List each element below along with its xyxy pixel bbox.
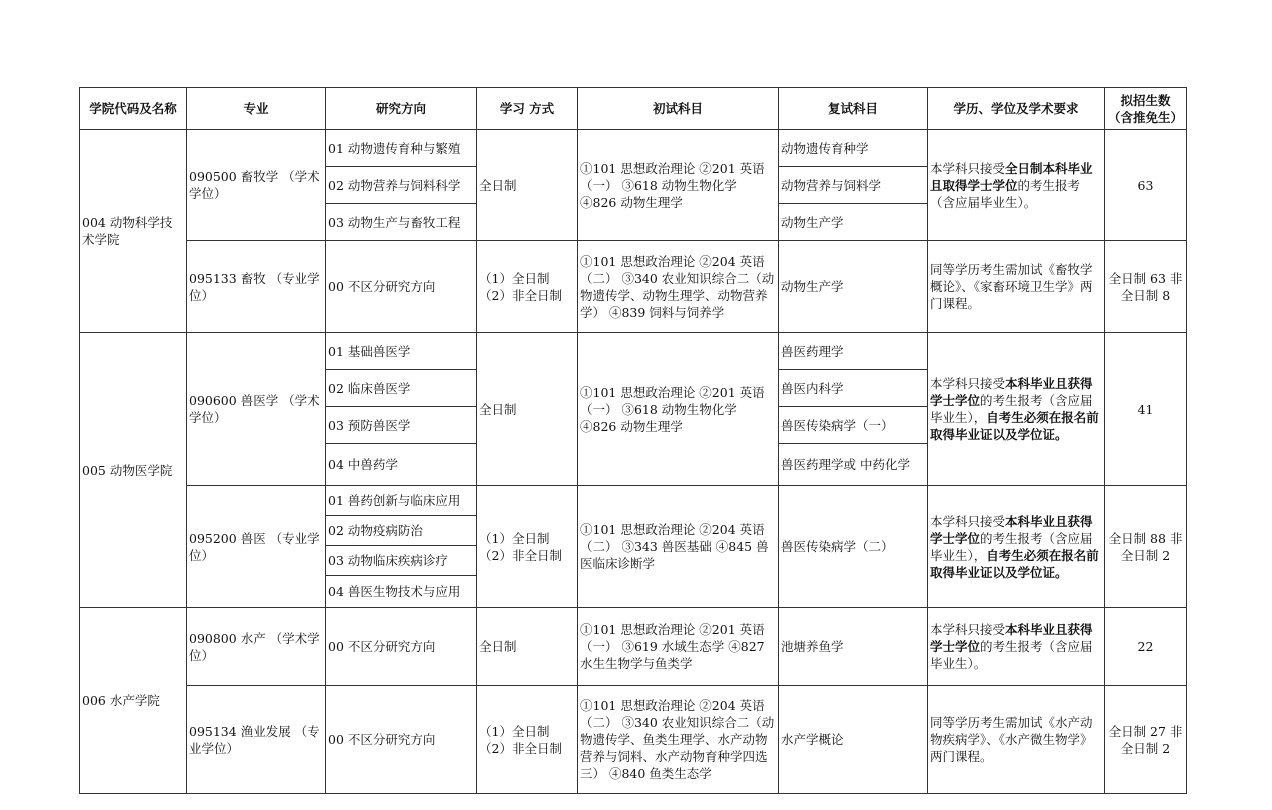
table-row: [80, 333, 1187, 370]
major-name: 095200 兽医 （专业学位）: [187, 486, 326, 608]
retest-subject: 兽医传染病学（一）: [779, 407, 928, 444]
header-retest: 复试科目: [779, 88, 928, 130]
direction-item: 02 动物疫病防治: [326, 516, 477, 546]
header-initial-exam: 初试科目: [578, 88, 779, 130]
direction-item: 02 临床兽医学: [326, 370, 477, 407]
retest-subject: 池塘养鱼学: [779, 608, 928, 686]
college-name: 004 动物科学技术学院: [80, 130, 187, 333]
direction-item: 03 动物临床疾病诊疗: [326, 546, 477, 576]
direction-item: 01 动物遗传育种与繁殖: [326, 130, 477, 167]
admissions-table: [79, 87, 1187, 794]
major-name: 095133 畜牧 （专业学位）: [187, 241, 326, 333]
study-mode: 全日制: [477, 608, 578, 686]
direction-item: 02 动物营养与饲料科学: [326, 167, 477, 204]
header-quota: 拟招生数 （含推免生）: [1105, 88, 1187, 130]
quota: 41: [1105, 333, 1187, 486]
requirements: 同等学历考生需加试《水产动物疾病学》、《水产微生物学》两门课程。: [928, 686, 1105, 794]
header-mode: 学习 方式: [477, 88, 578, 130]
direction-item: 04 中兽药学: [326, 444, 477, 486]
college-name: 006 水产学院: [80, 608, 187, 794]
table-row: [80, 686, 1187, 794]
retest-subject: 动物遗传育种学: [779, 130, 928, 167]
initial-exam: ①101 思想政治理论 ②201 英语（一） ③618 动物生物化学 ④826 动物生理学: [578, 130, 779, 241]
initial-exam: ①101 思想政治理论 ②204 英语（二） ③343 兽医基础 ④845 兽医临床诊断学: [578, 486, 779, 608]
study-mode: 全日制: [477, 333, 578, 486]
major-name: 090800 水产 （学术学位）: [187, 608, 326, 686]
initial-exam: ①101 思想政治理论 ②201 英语（一） ③619 水域生态学 ④827 水生生物学与鱼类学: [578, 608, 779, 686]
requirements: 本学科只接受本科毕业且获得学士学位的考生报考（含应届毕业生），自考生必须在报名前取得毕业证以及学位证。: [928, 486, 1105, 608]
requirements: 本学科只接受全日制本科毕业且取得学士学位的考生报考（含应届毕业生）。: [928, 130, 1105, 241]
retest-subject: 动物生产学: [779, 241, 928, 333]
table-row: [80, 241, 1187, 333]
direction-item: 03 预防兽医学: [326, 407, 477, 444]
quota: 全日制 88 非全日制 2: [1105, 486, 1187, 608]
quota: 全日制 27 非全日制 2: [1105, 686, 1187, 794]
header-college: 学院代码及名称: [80, 88, 187, 130]
major-name: 090500 畜牧学 （学术学位）: [187, 130, 326, 241]
direction-item: 00 不区分研究方向: [326, 241, 477, 333]
retest-subject: 动物生产学: [779, 204, 928, 241]
header-direction: 研究方向: [326, 88, 477, 130]
direction-item: 01 基础兽医学: [326, 333, 477, 370]
direction-item: 04 兽医生物技术与应用: [326, 576, 477, 608]
header-requirements: 学历、学位及学术要求: [928, 88, 1105, 130]
study-mode: （1）全日制 （2）非全日制: [477, 686, 578, 794]
quota: 22: [1105, 608, 1187, 686]
initial-exam: ①101 思想政治理论 ②204 英语（二） ③340 农业知识综合二（动物遗传学、动物生理学、动物营养学） ④839 饲料与饲养学: [578, 241, 779, 333]
direction-item: 03 动物生产与畜牧工程: [326, 204, 477, 241]
major-name: 090600 兽医学 （学术学位）: [187, 333, 326, 486]
initial-exam: ①101 思想政治理论 ②204 英语（二） ③340 农业知识综合二（动物遗传学、鱼类生理学、水产动物营养与饲料、水产动物育种学四选三） ④840 鱼类生态学: [578, 686, 779, 794]
requirements: 本学科只接受本科毕业且获得学士学位的考生报考（含应届毕业生）。: [928, 608, 1105, 686]
retest-subject: 兽医药理学或 中药化学: [779, 444, 928, 486]
table-row: [80, 486, 1187, 516]
initial-exam: ①101 思想政治理论 ②201 英语（一） ③618 动物生物化学 ④826 动物生理学: [578, 333, 779, 486]
retest-subject: 兽医药理学: [779, 333, 928, 370]
retest-subject: 动物营养与饲料学: [779, 167, 928, 204]
direction-item: 00 不区分研究方向: [326, 608, 477, 686]
study-mode: （1）全日制 （2）非全日制: [477, 241, 578, 333]
major-name: 095134 渔业发展 （专业学位）: [187, 686, 326, 794]
table-row: [80, 608, 1187, 686]
quota: 全日制 63 非全日制 8: [1105, 241, 1187, 333]
direction-item: 01 兽药创新与临床应用: [326, 486, 477, 516]
requirements: 同等学历考生需加试《畜牧学概论》、《家畜环境卫生学》两门课程。: [928, 241, 1105, 333]
requirements: 本学科只接受本科毕业且获得学士学位的考生报考（含应届毕业生），自考生必须在报名前取得毕业证以及学位证。: [928, 333, 1105, 486]
college-name: 005 动物医学院: [80, 333, 187, 608]
retest-subject: 兽医传染病学（二）: [779, 486, 928, 608]
header-major: 专业: [187, 88, 326, 130]
study-mode: 全日制: [477, 130, 578, 241]
study-mode: （1）全日制 （2）非全日制: [477, 486, 578, 608]
retest-subject: 兽医内科学: [779, 370, 928, 407]
retest-subject: 水产学概论: [779, 686, 928, 794]
direction-item: 00 不区分研究方向: [326, 686, 477, 794]
quota: 63: [1105, 130, 1187, 241]
header-row: [80, 88, 1187, 130]
table-row: [80, 130, 1187, 167]
